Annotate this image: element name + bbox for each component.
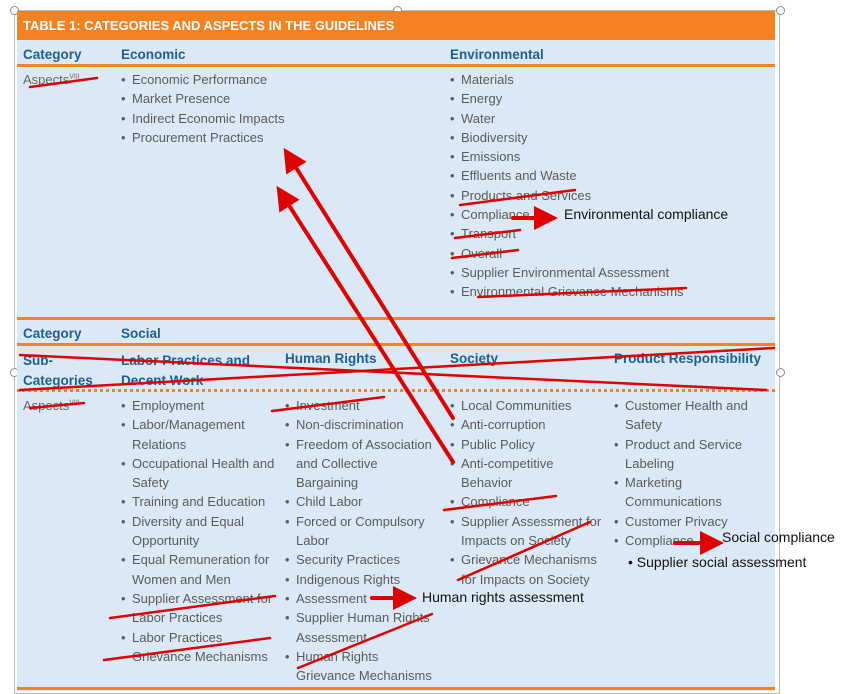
list-item: • Overall (450, 244, 770, 263)
list-item: • Equal Remuneration for Women and Men (121, 550, 276, 589)
list-item: • Environmental Grievance Mechanisms (450, 282, 770, 301)
human-rights-assessment-note: Human rights assessment (422, 589, 584, 605)
list-item: • Forced or Compulsory Labor (285, 512, 440, 551)
list-item: • Effluents and Waste (450, 166, 770, 185)
list-item: • Employment (121, 396, 276, 415)
list-item: • Freedom of Association and Collective Bargaining (285, 435, 440, 493)
list-item: • Human Rights Grievance Mechanisms (285, 647, 440, 686)
society-aspects-list (450, 396, 605, 589)
aspects-superscript: VIII (69, 399, 80, 407)
subcategory-divider (17, 389, 775, 392)
list-item: • Water (450, 109, 770, 128)
list-item: • Materials (450, 70, 770, 89)
social-header: Social (121, 326, 161, 341)
table-bottom-rule (17, 687, 775, 690)
category-header-top: Category (23, 47, 82, 62)
supplier-note-text: Supplier social assessment (636, 554, 807, 570)
list-item: • Compliance (450, 492, 605, 511)
resize-handle-middle-right[interactable] (776, 368, 785, 377)
list-item: • Labor/Management Relations (121, 415, 276, 454)
list-item: • Child Labor (285, 492, 440, 511)
list-item: • Supplier Environmental Assessment (450, 263, 770, 282)
labor-aspects-list (121, 396, 276, 666)
list-item: • Compliance (614, 531, 764, 550)
environmental-compliance-note: Environmental compliance (564, 206, 729, 222)
list-item: • Grievance Mechanisms for Impacts on Society (450, 550, 605, 589)
list-item: • Economic Performance (121, 70, 421, 89)
list-item: • Non-discrimination (285, 415, 440, 434)
list-item: • Supplier Assessment for Labor Practices (121, 589, 276, 628)
guidelines-table (17, 11, 775, 691)
environmental-header: Environmental (450, 47, 544, 62)
aspects-label-bottom (23, 398, 80, 413)
list-item: • Market Presence (121, 89, 421, 108)
list-item: • Energy (450, 89, 770, 108)
resize-handle-top-right[interactable] (776, 6, 785, 15)
list-item: • Customer Privacy (614, 512, 764, 531)
category-header-bottom: Category (23, 326, 82, 341)
subcategory-society: Society (450, 351, 499, 366)
header-divider-top (17, 64, 775, 67)
list-item: • Occupational Health and Safety (121, 454, 276, 493)
social-compliance-note: Social compliance (722, 529, 835, 545)
aspects-label-text: Aspects (23, 72, 70, 87)
list-item: • Indigenous Rights (285, 570, 440, 589)
list-item: • Training and Education (121, 492, 276, 511)
list-item: • Customer Health and Safety (614, 396, 764, 435)
subcategory-human-rights: Human Rights (285, 351, 377, 366)
section-divider (17, 317, 775, 320)
list-item: • Procurement Practices (121, 128, 421, 147)
supplier-social-assessment-note: • Supplier social assessment (628, 554, 807, 570)
list-item: • Marketing Communications (614, 473, 764, 512)
economic-aspects-list (121, 70, 421, 147)
environmental-aspects-list (450, 70, 770, 302)
table-title: TABLE 1: CATEGORIES AND ASPECTS IN THE GUIDELINES (17, 11, 775, 40)
list-item: • Emissions (450, 147, 770, 166)
aspects-label-top (23, 72, 80, 87)
list-item: • Labor Practices Grievance Mechanisms (121, 628, 276, 667)
list-item: • Anti-corruption (450, 415, 605, 434)
list-item: • Supplier Human Rights Assessment (285, 608, 440, 647)
header-divider-bottom (17, 343, 775, 346)
subcategory-labor: Labor Practices and Decent Work (121, 353, 251, 388)
list-item: • Anti-competitive Behavior (450, 454, 605, 493)
list-item: • Transport (450, 224, 770, 243)
list-item: • Supplier Assessment for Impacts on Society (450, 512, 605, 551)
list-item: • Local Communities (450, 396, 605, 415)
list-item: • Products and Services (450, 186, 770, 205)
list-item: • Product and Service Labeling (614, 435, 764, 474)
list-item: • Compliance (450, 205, 770, 224)
economic-header: Economic (121, 47, 186, 62)
list-item: • Indirect Economic Impacts (121, 109, 421, 128)
human-rights-aspects-list (285, 396, 440, 685)
subcategories-label: Sub-Categories (23, 353, 93, 388)
list-item: • Security Practices (285, 550, 440, 569)
list-item: • Public Policy (450, 435, 605, 454)
list-item: • Assessment (285, 589, 440, 608)
list-item: • Diversity and Equal Opportunity (121, 512, 276, 551)
aspects-label-text: Aspects (23, 398, 70, 413)
aspects-superscript: VIII (69, 73, 80, 81)
product-aspects-list (614, 396, 764, 550)
subcategory-product: Product Responsibility (614, 351, 762, 366)
list-item: • Investment (285, 396, 440, 415)
list-item: • Biodiversity (450, 128, 770, 147)
